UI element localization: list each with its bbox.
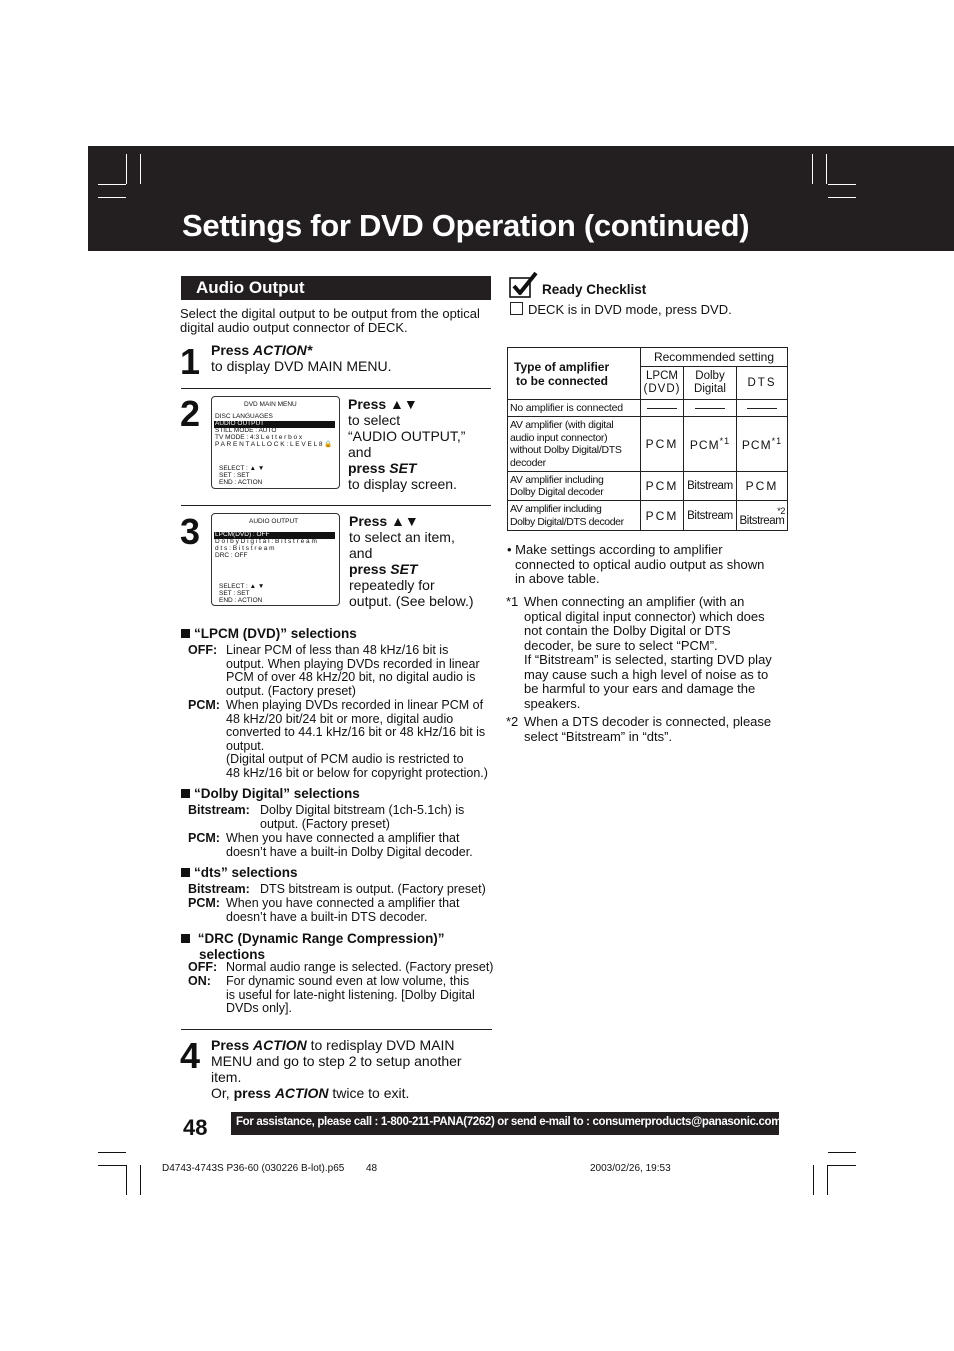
note-2-mark: *2 xyxy=(506,714,519,729)
table-row-label: AV amplifier including Dolby Digital decoder xyxy=(508,472,641,501)
lpcm-heading: “LPCM (DVD)” selections xyxy=(181,627,357,642)
dts-bitstream-label: Bitstream: xyxy=(188,882,250,896)
screen-footer: SELECT : ▲ ▼ xyxy=(219,583,265,590)
dvd-main-menu-screen xyxy=(211,396,340,489)
lpcm-off-text: Linear PCM of less than 48 kHz/16 bit is output. When playing DVDs recorded in linear PCM of over 48 kHz/20 bit, no digital audio is output. (Factory preset) xyxy=(226,643,480,698)
section-title-bar xyxy=(181,276,491,300)
screen-row: DISC LANGUAGES xyxy=(215,413,273,420)
table-cell: Bitstream xyxy=(684,501,737,531)
intro-line-1: Select the digital output to be output from the optical xyxy=(180,306,480,321)
screen-footer: END : ACTION xyxy=(219,479,263,486)
file-info: D4743-4743S P36-60 (030226 B-lot).p65 xyxy=(162,1163,345,1174)
checkmark-icon xyxy=(509,271,539,299)
dolby-heading: “Dolby Digital” selections xyxy=(181,787,360,802)
table-cell: PCM xyxy=(641,501,684,531)
screen-row: P A R E N T A L L O C K : L E V E L 8 🔒 xyxy=(215,441,333,448)
table-cell-dash xyxy=(737,400,788,417)
table-row-label: AV amplifier including Dolby Digital/DTS decoder xyxy=(508,501,641,531)
screen-footer: SET : SET xyxy=(219,472,250,479)
screen-row-selected: LPCM(DVD) : OFF xyxy=(215,531,270,538)
table-cell: *2 Bitstream xyxy=(737,501,788,531)
crop-mark xyxy=(98,1152,126,1153)
table-cell: Bitstream xyxy=(684,472,737,501)
table-cell: PCM xyxy=(641,472,684,501)
screen-row: D o l b y D i g i t a l : B i t s t r e a m xyxy=(215,538,317,545)
assistance-text: For assistance, please call : 1-800-211-PANA(7262) or send e-mail to : consumerproducts@panasonic.com xyxy=(236,1116,782,1128)
dolby-pcm-text: When you have connected a amplifier that doesn’t have a built-in Dolby Digital decoder. xyxy=(226,831,473,859)
lock-icon: 🔒 xyxy=(324,441,333,448)
screen-footer: SELECT : ▲ ▼ xyxy=(219,465,265,472)
drc-heading: “DRC (Dynamic Range Compression)” selections xyxy=(181,931,445,963)
crop-mark xyxy=(98,1165,126,1166)
table-header-recommended: Recommended setting xyxy=(641,348,788,367)
table-cell: PCM xyxy=(737,472,788,501)
checklist-title: Ready Checklist xyxy=(542,282,647,297)
table-row-label: No amplifier is connected xyxy=(508,400,641,417)
screen-title: AUDIO OUTPUT xyxy=(249,518,299,525)
square-bullet-icon xyxy=(181,629,190,638)
square-bullet-icon xyxy=(181,789,190,798)
step-3-text: Press ▲▼ to select an item, and press SET repeatedly for output. (See below.) xyxy=(349,513,474,609)
table-cell: PCM$^{*1}$ xyxy=(684,417,737,472)
crop-mark xyxy=(813,1165,814,1195)
dts-heading: “dts” selections xyxy=(181,866,298,881)
section-title: Audio Output xyxy=(196,278,305,297)
screen-row-selected: AUDIO OUTPUT xyxy=(215,420,265,427)
lpcm-pcm-label: PCM: xyxy=(188,698,220,712)
divider xyxy=(181,388,491,389)
table-row xyxy=(508,417,788,472)
checklist-checkbox[interactable] xyxy=(510,302,523,315)
table-cell-dash xyxy=(641,400,684,417)
drc-off-text: Normal audio range is selected. (Factory preset) xyxy=(226,960,494,974)
crop-mark xyxy=(828,1165,856,1166)
square-bullet-icon xyxy=(181,934,190,943)
table-header-dolby: Dolby Digital xyxy=(684,367,737,400)
screen-row: TV MODE : 4:3 L e t t e r b o x xyxy=(215,434,303,441)
dts-pcm-label: PCM: xyxy=(188,896,220,910)
table-cell: PCM$^{*1}$ xyxy=(737,417,788,472)
table-row-label: AV amplifier (with digital audio input connector) without Dolby Digital/DTS decoder xyxy=(508,417,641,472)
step-3-number: 3 xyxy=(180,511,199,552)
assistance-footer-bar xyxy=(231,1112,782,1135)
checklist-item: DECK is in DVD mode, press DVD. xyxy=(528,302,732,317)
table-header-dts: DTS xyxy=(737,367,788,400)
divider xyxy=(181,505,491,506)
crop-mark xyxy=(828,1152,856,1153)
step-2-text: Press ▲▼ to select “AUDIO OUTPUT,” and press SET to display screen. xyxy=(348,396,466,492)
table-cell: PCM xyxy=(641,417,684,472)
table-header-type: Type of amplifier to be connected xyxy=(508,348,641,400)
audio-output-screen xyxy=(211,513,340,606)
screen-footer: END : ACTION xyxy=(219,597,263,604)
step-4-text: Press ACTION to redisplay DVD MAIN MENU and go to step 2 to setup another item. Or, press ACTION twice to exit. xyxy=(211,1037,462,1101)
drc-on-text: For dynamic sound even at low volume, this is useful for late-night listening. [Dolby Digital DVDs only]. xyxy=(226,974,475,1016)
file-timestamp: 2003/02/26, 19:53 xyxy=(590,1163,671,1174)
dolby-pcm-label: PCM: xyxy=(188,831,220,845)
crop-mark xyxy=(140,1165,141,1195)
screen-title: DVD MAIN MENU xyxy=(244,401,297,408)
note-1-text: When connecting an amplifier (with an optical digital input connector) which does not contain the Dolby Digital or DTS decoder, be sure to select “PCM”. If “Bitstream” is selected, starting DVD play may cause such a high level of noise as to be harmful to your ears and damage the speakers. xyxy=(524,594,772,711)
divider xyxy=(181,1029,492,1030)
note-2-text: When a DTS decoder is connected, please select “Bitstream” in “dts”. xyxy=(524,714,772,744)
page-header xyxy=(88,146,954,251)
step-2-number: 2 xyxy=(180,393,199,434)
page-number: 48 xyxy=(183,1115,208,1140)
table-row xyxy=(508,400,788,417)
note-bullet: • Make settings according to amplifier connected to optical audio output as shown in above table. xyxy=(507,542,765,586)
screen-row: STILL MODE : AUTO xyxy=(215,427,277,434)
dolby-bitstream-text: Dolby Digital bitstream (1ch-5.1ch) is output. (Factory preset) xyxy=(260,803,465,831)
drc-on-label: ON: xyxy=(188,974,211,988)
step-4-number: 4 xyxy=(180,1035,199,1076)
note-1-mark: *1 xyxy=(506,594,519,609)
dts-pcm-text: When you have connected a amplifier that doesn’t have a built-in DTS decoder. xyxy=(226,896,460,924)
dts-bitstream-text: DTS bitstream is output. (Factory preset) xyxy=(260,882,486,896)
table-row xyxy=(508,501,788,531)
crop-mark xyxy=(126,1165,127,1195)
step-1-press: Press ACTION* xyxy=(211,342,313,358)
table-header-lpcm: LPCM (DVD) xyxy=(641,367,684,400)
step-1-text: to display DVD MAIN MENU. xyxy=(211,358,392,374)
file-page: 48 xyxy=(366,1163,378,1174)
table-cell-dash xyxy=(684,400,737,417)
screen-row: DRC : OFF xyxy=(215,552,248,559)
page-title: Settings for DVD Operation (continued) xyxy=(182,208,750,243)
step-1-number: 1 xyxy=(180,341,199,382)
drc-off-label: OFF: xyxy=(188,960,218,974)
crop-mark xyxy=(827,1165,828,1195)
lpcm-pcm-text: When playing DVDs recorded in linear PCM of 48 kHz/20 bit/24 bit or more, digital audio converted to 44.1 kHz/16 bit or 48 kHz/16 bit is output. (Digital output of PCM audio is restricted to 48 kHz/16 bit or below for copyright protection.) xyxy=(226,698,488,780)
dolby-bitstream-label: Bitstream: xyxy=(188,803,250,817)
lpcm-off-label: OFF: xyxy=(188,643,218,657)
amplifier-table xyxy=(507,347,788,531)
square-bullet-icon xyxy=(181,868,190,877)
screen-footer: SET : SET xyxy=(219,590,250,597)
screen-row: d t s : B i t s t r e a m xyxy=(215,545,275,552)
table-row xyxy=(508,472,788,501)
intro-line-2: digital audio output connector of DECK. xyxy=(180,320,408,335)
